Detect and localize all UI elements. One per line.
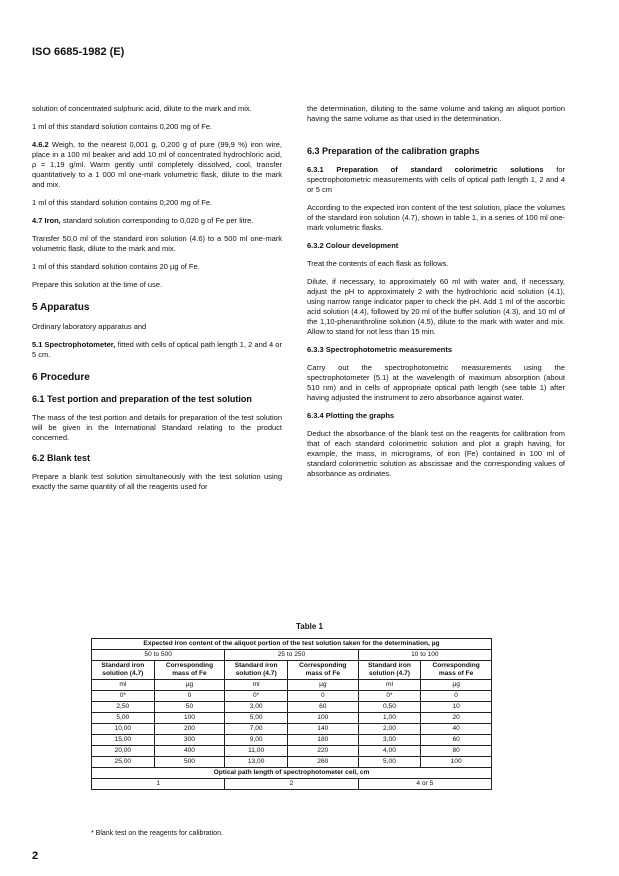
unit-cell: ml [358,680,421,691]
path-length-cell: 4 or 5 [358,779,491,790]
table-cell: 3,00 [358,735,421,746]
unit-cell: ml [225,680,288,691]
section-heading-5: 5 Apparatus [32,302,90,313]
path-length-cell: 2 [225,779,358,790]
unit-cell: ml [92,680,155,691]
paragraph: Deduct the absorbance of the blank test on the reagents for calibration from that of each standard colorimetric solution and plot a graph having, for example, the mass, in micrograms, of iron (Fe) contained in 100 ml of standard colorimetric solution as abscissae and the corresponding values of absorbance as ordinates. [307,429,565,478]
clause-text: fitted with cells of optical path length 1, 2 and 4 or 5 cm. [32,340,282,359]
unit-cell: µg [154,680,225,691]
table-cell: 260 [287,757,358,768]
clause-heading: 6.3.1 Preparation of standard colorimetric solutions [307,165,544,174]
paragraph: Prepare this solution at the time of use. [32,280,163,289]
range-cell: 25 to 250 [225,650,358,661]
table-data-row [92,724,492,735]
table-cell: 13,00 [225,757,288,768]
paragraph: Ordinary laboratory apparatus and [32,322,147,331]
clause-4-7 [32,216,282,226]
paragraph: 1 ml of this standard solution contains 0,200 mg of Fe. [32,122,213,131]
table-cell: 2,50 [92,702,155,713]
paragraph: the determination, diluting to the same volume and taking an aliquot portion having the same volume as that used in the determination. [307,104,565,123]
paragraph: According to the expected iron content of the test solution, place the volumes of the standard iron solution (4.7), shown in table 1, in a series of 100 ml one-mark volumetric flasks. [307,203,565,232]
table-1 [91,638,492,790]
table-range-row [92,650,492,661]
table-cell: 60 [287,702,358,713]
clause-number: 4.6.2 [32,140,49,149]
table-cell: 15,00 [92,735,155,746]
section-heading-6-3: 6.3 Preparation of the calibration graphs [307,146,480,156]
table-data-row [92,702,492,713]
table-cell: 4,00 [358,746,421,757]
range-cell: 50 to 500 [92,650,225,661]
table-data-row [92,713,492,724]
table-cell: 100 [154,713,225,724]
table-data-row [92,757,492,768]
table-cell: 140 [287,724,358,735]
page-number: 2 [32,850,39,862]
table-cell: 11,00 [225,746,288,757]
table-cell: 5,00 [92,713,155,724]
table-cell: 0* [92,691,155,702]
table-cell: 0 [154,691,225,702]
section-heading-6: 6 Procedure [32,372,90,383]
table-cell: 220 [287,746,358,757]
table-data-row [92,735,492,746]
section-heading-6-2: 6.2 Blank test [32,453,91,463]
table-cell: 100 [287,713,358,724]
table-cell: 3,00 [225,702,288,713]
paragraph: Carry out the spectrophotometric measurements using the spectrophotometer (5.1) at the wavelength of maximum absorption (about 510 nm) and in cells of appropriate optical path length (see table 1) after having adjusted the instrument to zero absorbance against water. [307,363,565,402]
table-cell: 0 [421,691,492,702]
table-cell: 200 [154,724,225,735]
table-data-row [92,746,492,757]
paragraph: Treat the contents of each flask as follows. [307,259,449,268]
right-column [307,104,565,487]
table-units-row [92,680,492,691]
table-cell: 2,00 [358,724,421,735]
paragraph: 1 ml of this standard solution contains 20 µg of Fe. [32,262,200,271]
table-data-row [92,691,492,702]
table-cell: 80 [421,746,492,757]
table-cell-length-row [92,779,492,790]
table-cell: 300 [154,735,225,746]
table-cell: 0* [225,691,288,702]
document-header: ISO 6685-1982 (E) [32,46,125,58]
table-header-row [92,639,492,650]
paragraph: The mass of the test portion and details for preparation of the test solution will be given in the International Standard relating to the product concerned. [32,413,282,442]
table-footnote: * Blank test on the reagents for calibration. [91,830,223,837]
clause-text: standard solution corresponding to 0,020 g of Fe per litre. [62,216,254,225]
section-heading-6-3-4: 6.3.4 Plotting the graphs [307,411,395,420]
table-cell: 20,00 [92,746,155,757]
clause-text: for spectrophotometric measurements with cells of optical path length 1, 2 and 4 or 5 cm [307,165,566,194]
unit-cell: µg [421,680,492,691]
paragraph: Prepare a blank test solution simultaneously with the test solution using exactly the same quantity of all the reagents used for [32,472,282,491]
table-cell: 50 [154,702,225,713]
table-cell: 0* [358,691,421,702]
column-header: Corresponding mass of Fe [154,661,225,680]
table-cell: 0 [287,691,358,702]
table-cell: 5,00 [358,757,421,768]
clause-5-1 [32,340,282,360]
paragraph: Transfer 50,0 ml of the standard iron solution (4.6) to a 500 ml one-mark volumetric flask, dilute to the mark and mix. [32,234,282,253]
table-cell: 10 [421,702,492,713]
column-header: Standard iron solution (4.7) [92,661,155,680]
table-cell: 7,00 [225,724,288,735]
section-heading-6-3-2: 6.3.2 Colour development [307,241,399,250]
table-cell: 9,00 [225,735,288,746]
clause-text: Weigh, to the nearest 0,001 g, 0,200 g of pure (99,9 %) iron wire, place in a 100 ml beaker and add 10 ml of concentrated hydrochloric acid, ρ = 1,19 g/ml. Warm gently until completely dissolved, cool, transfer quantitatively to a 1 000 ml one-mark volumetric flask, dilute to the mark and mix. [32,140,282,189]
paragraph: Dilute, if necessary, to approximately 60 ml with water and, if necessary, adjust the pH to approximately 2 with the hydrochloric acid solution (4.1), using narrow range indicator paper to check the pH. Add 1 ml of the ascorbic acid solution (4.4), followed by 20 ml of the buffer solution (4.3), and 10 ml of the 1,10-phenanthroline solution (4.5), dilute to the mark with water and mix. Allow to stand for not less than 15 min. [307,277,565,336]
table-column-header-row [92,661,492,680]
left-column [32,104,282,500]
column-header: Corresponding mass of Fe [287,661,358,680]
column-header: Standard iron solution (4.7) [225,661,288,680]
table-cell: 0,50 [358,702,421,713]
section-heading-6-1: 6.1 Test portion and preparation of the test solution [32,394,252,404]
table-cell: 180 [287,735,358,746]
clause-4-6-2 [32,140,282,190]
clause-6-3-1 [307,165,565,195]
path-length-cell: 1 [92,779,225,790]
unit-cell: µg [287,680,358,691]
clause-heading: 5.1 Spectrophotometer, [32,340,116,349]
table-top-header: Expected iron content of the aliquot portion of the test solution taken for the determination, µg [92,639,492,650]
table-cell: 10,00 [92,724,155,735]
table-cell: 1,00 [358,713,421,724]
table-cell-header-row [92,768,492,779]
table-cell: 400 [154,746,225,757]
section-heading-6-3-3: 6.3.3 Spectrophotometric measurements [307,345,453,354]
table-caption: Table 1 [296,622,323,631]
paragraph: 1 ml of this standard solution contains 0,200 mg of Fe. [32,198,213,207]
table-cell: 5,00 [225,713,288,724]
table-cell: 60 [421,735,492,746]
table-cell: 20 [421,713,492,724]
column-header: Standard iron solution (4.7) [358,661,421,680]
column-header: Corresponding mass of Fe [421,661,492,680]
paragraph: solution of concentrated sulphuric acid, dilute to the mark and mix. [32,104,252,113]
table-cell: 500 [154,757,225,768]
optical-path-header: Optical path length of spectrophotometer cell, cm [92,768,492,779]
table-cell: 25,00 [92,757,155,768]
table-cell: 100 [421,757,492,768]
range-cell: 10 to 100 [358,650,491,661]
table-cell: 40 [421,724,492,735]
clause-heading: 4.7 Iron, [32,216,61,225]
